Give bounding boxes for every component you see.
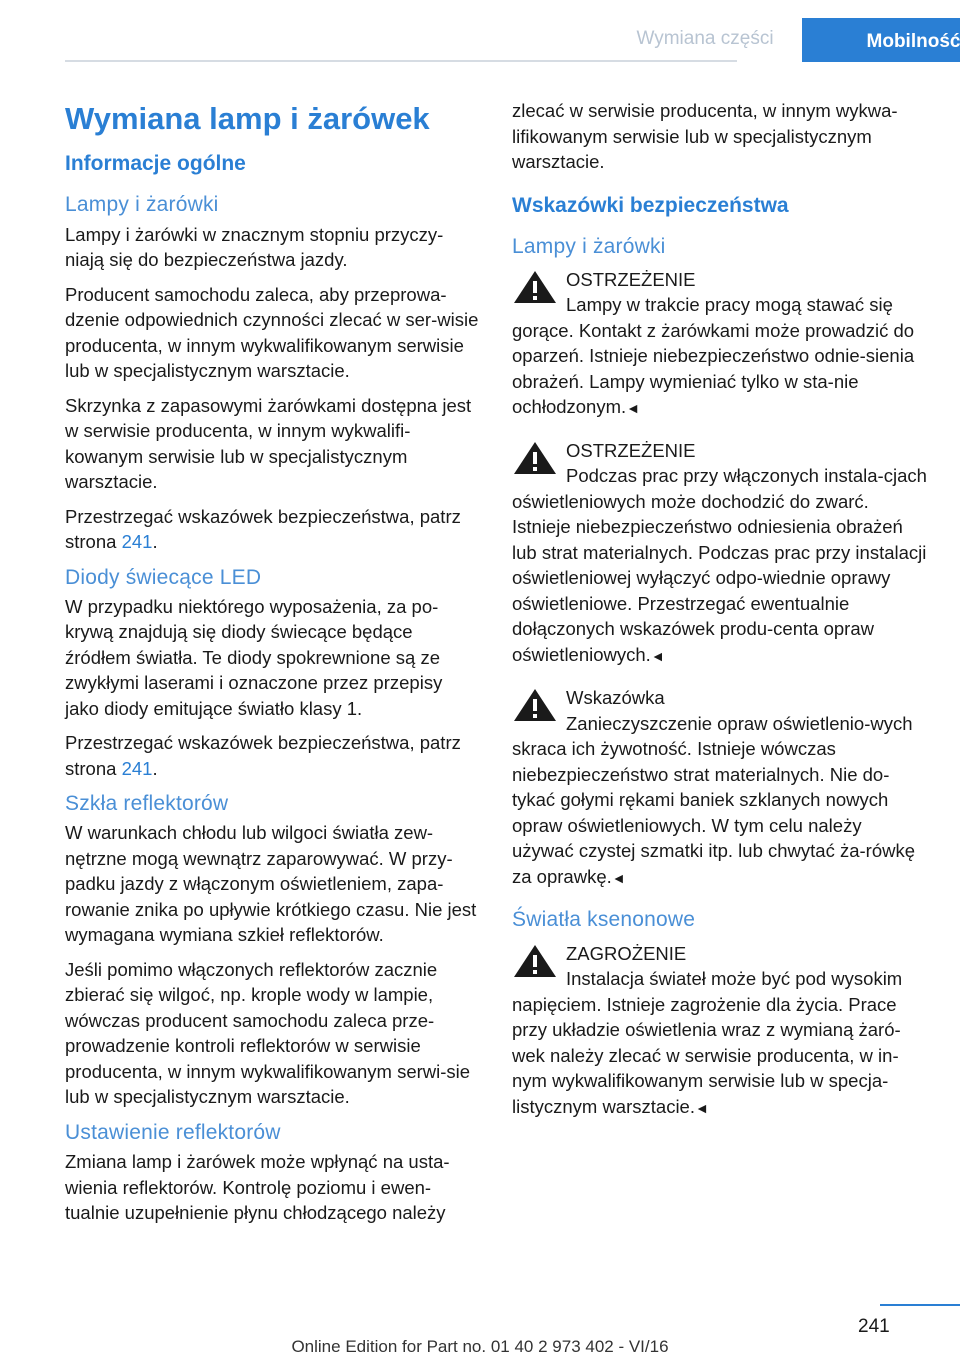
warning-triangle-icon xyxy=(512,687,558,723)
led-paragraph-1: W przypadku niektórego wyposażenia, za po-krywą znajdują się diody świecące będące źródłem światła. Te diody spokrewnione są ze zwykłymi laserami i oznaczone przez przepisy jako diody emitujące światło klasy 1. xyxy=(65,595,443,719)
page-header xyxy=(65,0,960,62)
warning-body-2: Podczas prac przy włączonych instala-cjach oświetleniowych może dochodzić do zwarć. Istnieje niebezpieczeństwo odniesienia obrażeń lub strat materialnych. Podczas prac przy instalacji oświetleniowej wyłączyć odpo-wiednie oprawy oświetleniowe. Przestrzegać ewentualnie dołączonych wskazówek produ-centa opraw oświetleniowych. xyxy=(512,465,927,665)
led-ref-end: . xyxy=(152,757,158,779)
end-mark-2: ◄ xyxy=(650,647,665,664)
right-column xyxy=(512,98,927,1137)
danger-box xyxy=(512,941,927,1122)
lamps-page-link[interactable]: 241 xyxy=(121,531,153,553)
led-paragraph-2 xyxy=(65,730,480,781)
danger-body: Instalacja świateł może być pod wysokim napięciem. Istnieje zagrożenie dla życia. Prace przy układzie oświetlenia wraz z wymianą żaró-wek należy zlecać w serwisie producenta, w in-nym wykwalifikowanym serwisie lub w specja-listycznym warsztacie. xyxy=(512,968,903,1117)
warning-box-2 xyxy=(512,438,927,670)
xenon-heading: Światła ksenonowe xyxy=(512,908,696,932)
warning-body-3: Zanieczyszczenie opraw oświetlenio-wych skraca ich żywotność. Istnieje wówczas niebezpieczeństwo strat materialnych. Nie do-tykać gołymi rękami baniek szklanych nowych opraw oświetleniowych. W tym celu należy używać czystej szmatki itp. lub chwytać ża-rówkę za oprawkę. xyxy=(512,712,916,887)
end-mark-3: ◄ xyxy=(611,869,626,886)
lamps-paragraph-2: Producent samochodu zaleca, aby przeprowa-dzenie odpowiednich czynności zlecać w ser-wisie producenta, w innym wykwalifikowanym serwisie lub w specjalistycznym warsztacie. xyxy=(65,283,479,382)
lamps-section xyxy=(65,192,480,554)
glass-section xyxy=(65,791,480,1110)
warning-label-2: OSTRZEŻENIE xyxy=(566,439,696,461)
general-heading: Informacje ogólne xyxy=(65,152,246,176)
warning-triangle-icon xyxy=(512,269,558,305)
aim-paragraph-1: Zmiana lamp i żarówek może wpłynąć na usta-wienia reflektorów. Kontrolę poziomu i ewen-tualnie uzupełnienie płynu chłodzącego należy xyxy=(65,1151,450,1224)
safety-heading: Wskazówki bezpieczeństwa xyxy=(512,193,789,217)
warning-label-3: Wskazówka xyxy=(566,687,665,709)
glass-paragraph-1: W warunkach chłodu lub wilgoci światła zew-nętrzne mogą wewnątrz zaparowywać. W przy-padku jazdy z włączonym oświetleniem, zapa-rowanie znika po upływie krótkiego czasu. Nie jest wymagana wymiana szkieł reflektorów. xyxy=(65,822,477,946)
warning-text-2 xyxy=(512,463,927,669)
danger-label: ZAGROŻENIE xyxy=(566,942,687,964)
warning-body-1: Lampy w trakcie pracy mogą stawać się gorące. Kontakt z żarówkami może prowadzić do oparzeń. Istnieje niebezpieczeństwo odnie-sienia obrażeń. Lampy wymieniać tylko w sta-nie ochłodzonym. xyxy=(512,294,915,418)
warning-label-1: OSTRZEŻENIE xyxy=(566,268,696,290)
led-safety-ref-text: Przestrzegać wskazówek bezpieczeństwa, patrz strona xyxy=(65,732,461,779)
warning-triangle-icon xyxy=(512,943,558,979)
chapter-title: Wymiana lamp i żarówek xyxy=(65,101,430,136)
led-page-link[interactable]: 241 xyxy=(121,757,153,779)
left-column xyxy=(65,100,480,1236)
glass-heading: Szkła reflektorów xyxy=(65,792,229,816)
warning-triangle-icon xyxy=(512,440,558,476)
warning-text-1 xyxy=(512,292,927,422)
aim-heading: Ustawienie reflektorów xyxy=(65,1120,281,1144)
end-mark-1: ◄ xyxy=(626,400,641,417)
lamps-paragraph-3: Skrzynka z zapasowymi żarówkami dostępna jest w serwisie producenta, w innym wykwalifi-kowanym serwisie lub w specjalistycznym warsztacie. xyxy=(65,394,472,493)
aim-section xyxy=(65,1120,480,1226)
warning-box-1 xyxy=(512,267,927,422)
danger-text xyxy=(512,966,927,1121)
led-heading: Diody świecące LED xyxy=(65,565,262,589)
warning-text-3 xyxy=(512,711,927,892)
glass-paragraph-2: Jeśli pomimo włączonych reflektorów zacznie zbierać się wilgoć, np. krople wody w lampie, wówczas producent samochodu zaleca prze-prowadzenie kontroli reflektorów w serwisie producenta, w innym wykwalifikowanym serwi-sie lub w specjalistycznym warsztacie. xyxy=(65,958,471,1108)
header-chapter-tab: Mobilność xyxy=(802,18,960,62)
end-mark-4: ◄ xyxy=(694,1099,709,1116)
page-number: 241 xyxy=(858,1316,890,1337)
lamps-safety-ref-text: Przestrzegać wskazówek bezpieczeństwa, patrz strona xyxy=(65,505,461,553)
led-section xyxy=(65,565,480,782)
lamps-ref-end: . xyxy=(152,531,158,553)
header-section-title: Wymiana części xyxy=(636,28,774,49)
safety-lamps-heading: Lampy i żarówki xyxy=(512,234,666,258)
edition-footer: Online Edition for Part no. 01 40 2 973 402 - VI/16 xyxy=(291,1337,669,1356)
page-number-rule xyxy=(880,1304,960,1306)
continuation-paragraph: zlecać w serwisie producenta, w innym wykwa-lifikowanym serwisie lub w specjalistycznym warsztacie. xyxy=(512,100,898,172)
lamps-paragraph-4 xyxy=(65,504,480,555)
lamps-heading: Lampy i żarówki xyxy=(65,193,219,217)
warning-box-3 xyxy=(512,685,927,891)
lamps-paragraph-1: Lampy i żarówki w znacznym stopniu przyczy-niają się do bezpieczeństwa jazdy. xyxy=(65,223,444,271)
header-rule xyxy=(65,60,737,62)
